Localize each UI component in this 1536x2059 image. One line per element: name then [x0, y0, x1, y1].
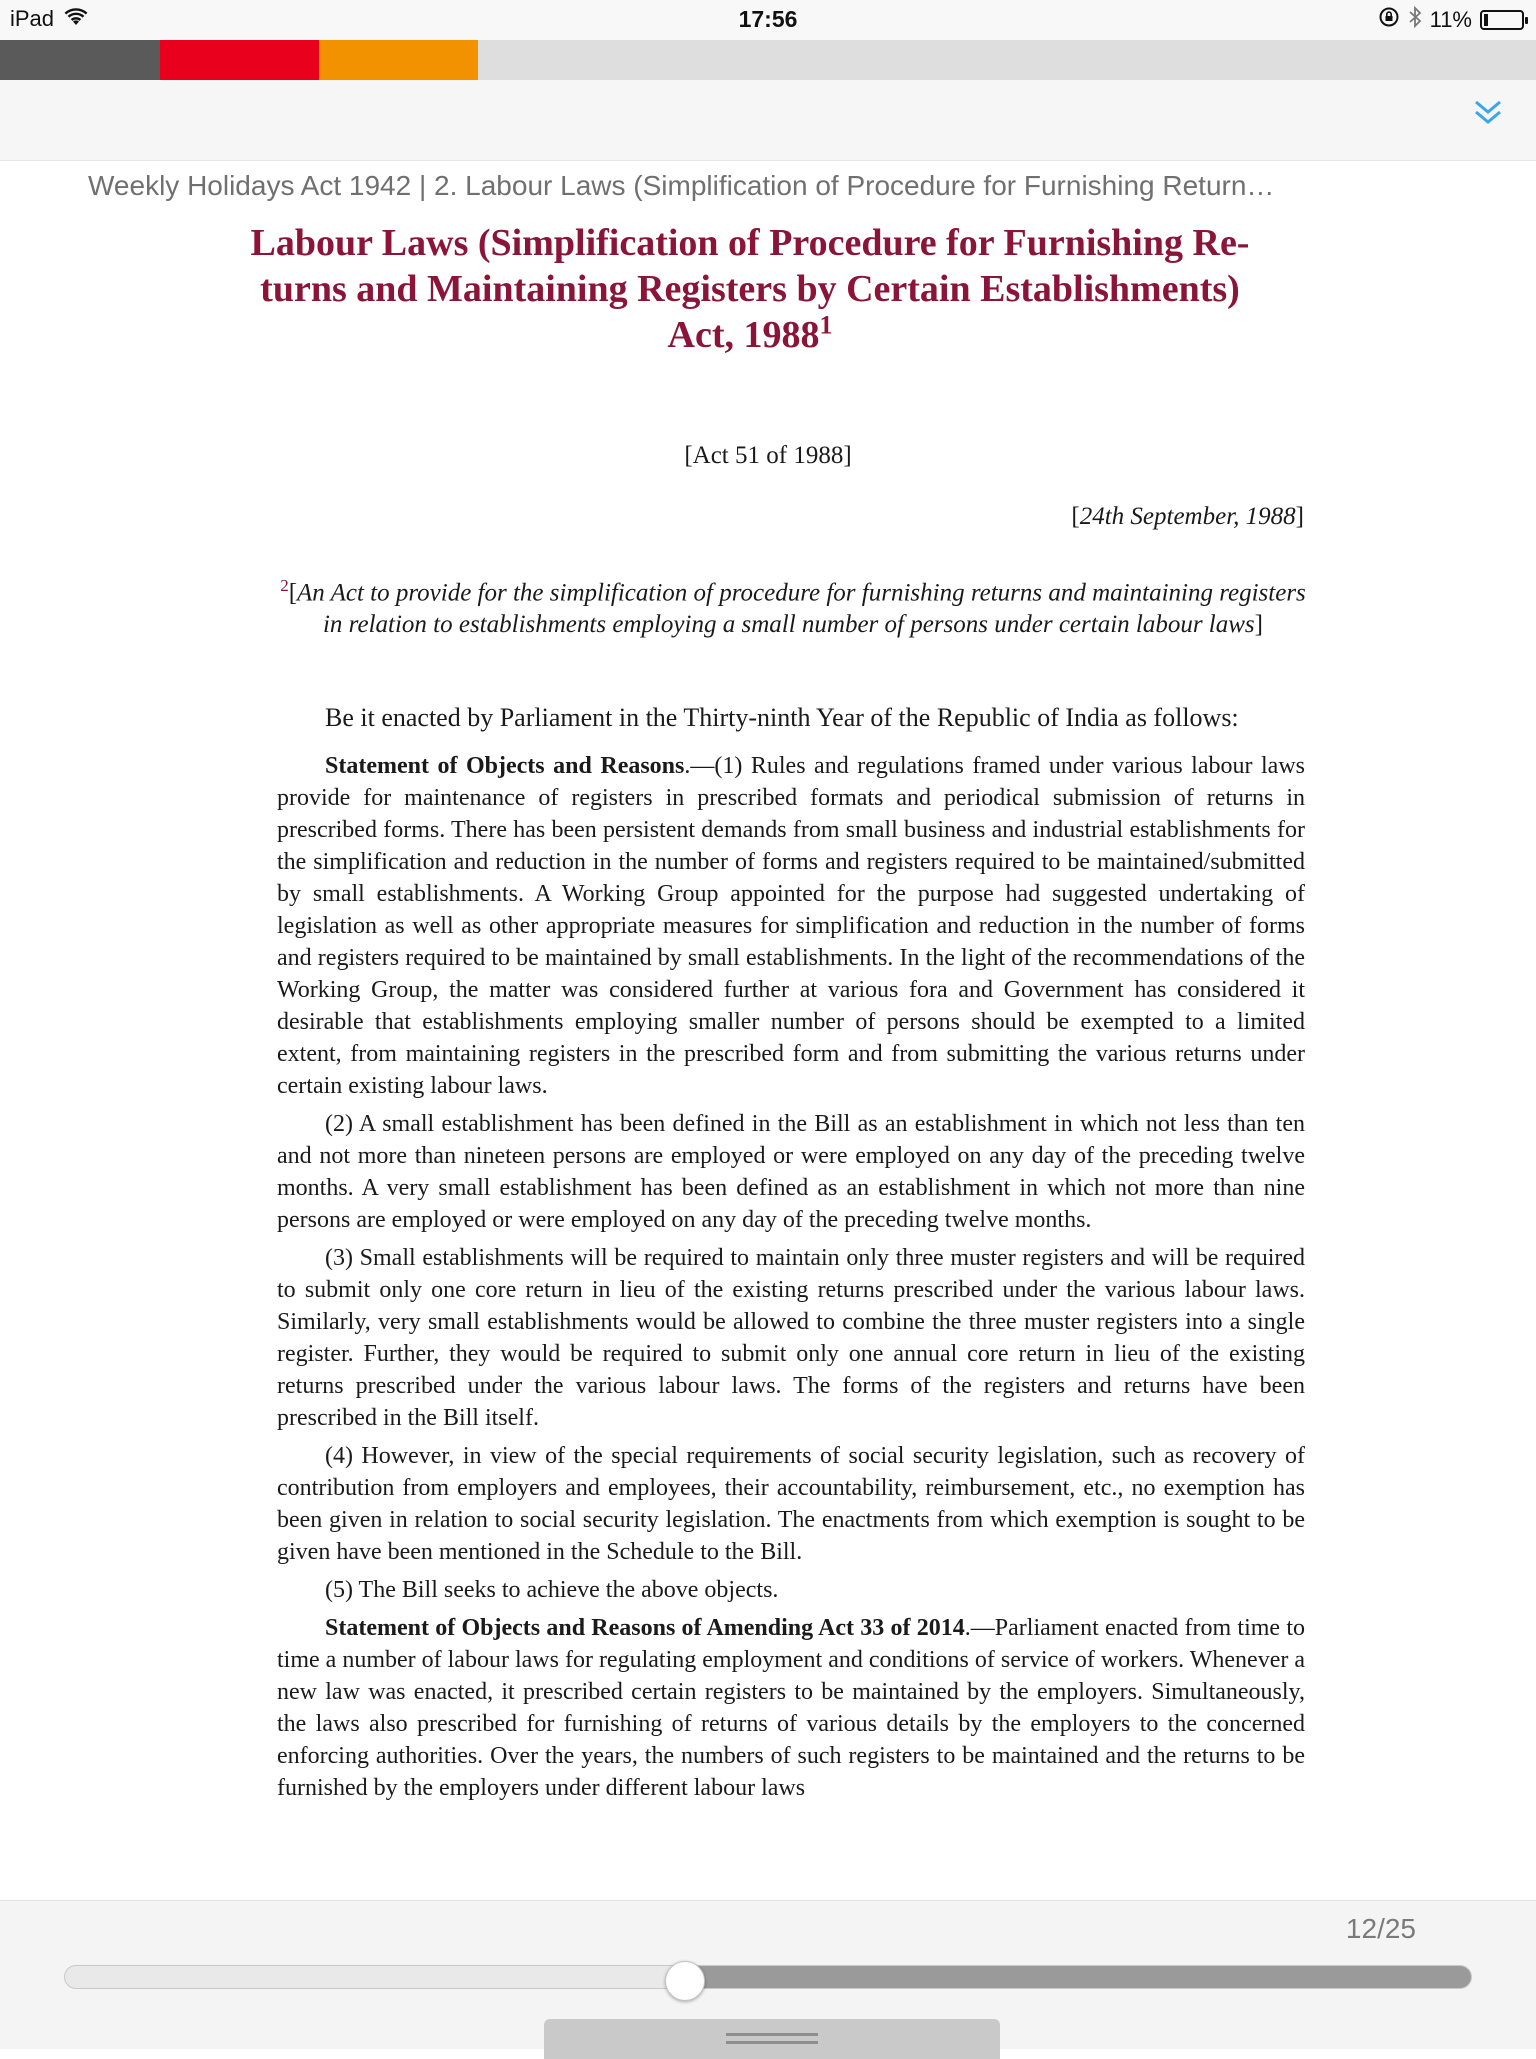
act-date-text: 24th September, 1988	[1079, 503, 1296, 530]
page-slider-track[interactable]	[64, 1965, 1472, 1989]
sor-paragraph-1-text: .—(1) Rules and regulations framed under various labour laws provide for maintenance of registers in prescribed formats and periodical submission of returns in prescribed forms. There has been persistent demands from small business and industrial establishments for the simplification and reduction in the number of forms and registers required to be maintained/submitted by small establishments. A Working Group appointed for the purpose had suggested undertaking of legislation as well as other appropriate measures for simplification and reduction in the number of forms and registers required to be maintained by small establishments. In the light of the recommendations of the Working Group, the matter was considered further at various fora and Government has considered it desirable that establishments employing smaller number of persons should be exempted to a limited extent, from maintaining registers in the prescribed form and from submitting the various returns under certain existing labour laws.	[277, 753, 1305, 1099]
handle-grip-line	[726, 2041, 818, 2044]
preamble: $^2$[An Act to provide for the simplification of procedure for furnishing returns and maintaining registers in relation to establishments employing a small number of persons under certain labour laws]	[280, 576, 1306, 639]
device-name: iPad	[10, 6, 55, 31]
title-line-2: turns and Maintaining Registers by Certain Establishments)	[260, 268, 1240, 310]
page-navigator	[0, 1900, 1536, 2049]
page-indicator: 12/25	[1345, 1913, 1416, 1944]
preamble-text: An Act to provide for the simplification of procedure for furnishing returns and maintaining registers in relation to establishments employing a small number of persons under certain labour laws	[297, 579, 1306, 639]
orientation-lock-icon	[1378, 6, 1400, 34]
title-footnote-marker[interactable]: 1	[819, 310, 833, 340]
handle-grip-line	[726, 2033, 818, 2036]
tab-gray[interactable]	[0, 40, 160, 80]
status-right	[1378, 6, 1524, 34]
document-body	[277, 700, 1305, 1810]
page-slider-fill	[683, 1966, 1471, 1988]
bluetooth-icon	[1408, 6, 1422, 34]
title-line-3	[200, 312, 1300, 358]
document-title	[200, 220, 1300, 358]
tab-orange[interactable]	[319, 40, 478, 80]
section-tabs-bar	[0, 40, 1536, 80]
sor-paragraph-1	[277, 750, 1305, 1102]
status-bar	[0, 0, 1536, 40]
sor2-heading: Statement of Objects and Reasons of Amending Act 33 of 2014	[325, 1615, 965, 1641]
sor2-paragraph-1	[277, 1612, 1305, 1804]
title-line-1: Labour Laws (Simplification of Procedure for Furnishing Re-	[250, 222, 1250, 264]
enacting-clause: Be it enacted by Parliament in the Thirty-ninth Year of the Republic of India as follows:	[325, 703, 1239, 732]
page-slider-thumb[interactable]	[665, 1961, 705, 2001]
breadcrumb[interactable]: Weekly Holidays Act 1942 | 2. Labour Laws (Simplification of Procedure for Furnishing Return…	[88, 170, 1275, 201]
sor-paragraph-3: (3) Small establishments will be required to maintain only three muster registers and will be required to submit only one core return in lieu of the existing returns prescribed under the various labour laws. Similarly, very small establishments would be allowed to combine the three muster registers into a single register. Further, they would be required to submit only one annual core return in lieu of the existing returns prescribed under the various labour laws. The forms of the registers and returns have been prescribed in the Bill itself.	[277, 1245, 1305, 1431]
preamble-footnote-marker[interactable]: 2	[280, 576, 289, 595]
sor-heading: Statement of Objects and Reasons	[325, 753, 685, 779]
act-date: [24th September, 1988]	[1071, 503, 1304, 530]
sor2-paragraph-1-text: .—Parliament enacted from time to time a number of labour laws for regulating employment and conditions of service of workers. Whenever a new law was enacted, it prescribed certain registers to be maintained by the employers. Simultaneously, the laws also prescribed for furnishing of returns of various details by the employers to the concerned enforcing authorities. Over the years, the numbers of such registers to be maintained and the returns to be furnished by the employers under different labour laws	[277, 1615, 1305, 1801]
reader-header	[0, 80, 1536, 161]
tab-red[interactable]	[160, 40, 319, 80]
double-chevron-down-icon[interactable]	[1468, 92, 1508, 132]
sor-paragraph-5: (5) The Bill seeks to achieve the above objects.	[325, 1577, 779, 1603]
sor-paragraph-2: (2) A small establishment has been defined in the Bill as an establishment in which not less than ten and not more than nineteen persons are employed or were employed on any day of the preceding twelve months. A very small establishment has been defined as an establishment in which not more than nine persons are employed or were employed on any day of the preceding twelve months.	[277, 1111, 1305, 1233]
battery-percent: 11%	[1429, 7, 1472, 32]
title-line-3-text: Act, 1988	[667, 314, 820, 356]
battery-icon	[1480, 10, 1524, 30]
drawer-handle[interactable]	[544, 2019, 1000, 2059]
act-number: [Act 51 of 1988]	[684, 442, 852, 469]
status-time: 17:56	[738, 6, 798, 32]
sor-paragraph-4: (4) However, in view of the special requirements of social security legislation, such as recovery of contribution from employers and employees, their accountability, reimbursement, etc., no exemption has been given in relation to social security legislation. The enactments from which exemption is sought to be given have been mentioned in the Schedule to the Bill.	[277, 1443, 1305, 1565]
